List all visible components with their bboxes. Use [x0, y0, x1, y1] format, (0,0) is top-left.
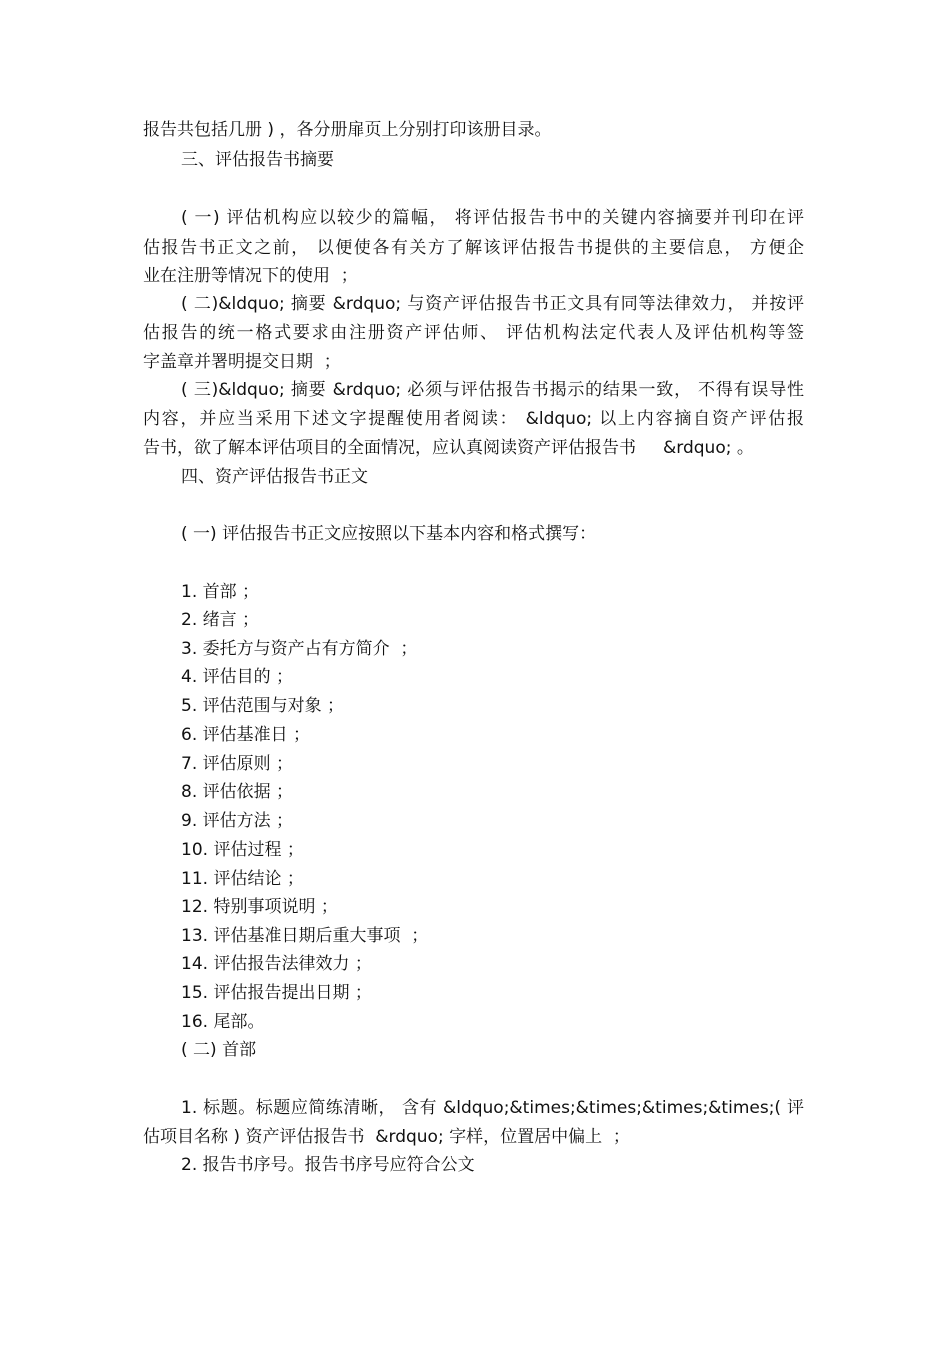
section-heading: 三、评估报告书摘要 — [181, 150, 334, 170]
list-item: 4. 评估目的 ； — [181, 667, 294, 687]
text-line: 字盖章并署明提交日期 ； — [143, 352, 341, 372]
list-item: 6. 评估基准日 ； — [181, 725, 311, 745]
section-heading: 四、资产评估报告书正文 — [181, 467, 368, 487]
list-item: 11. 评估结论 ； — [181, 869, 304, 889]
text-line: ( 三)&ldquo; 摘要 &rdquo; 必须与评估报告书揭示的结果一致， 不得有误导性 — [181, 380, 804, 400]
text-line: 业在注册等情况下的使用 ； — [143, 266, 358, 286]
list-item: 7. 评估原则 ； — [181, 754, 294, 774]
list-item: 8. 评估依据 ； — [181, 782, 294, 802]
list-item: 12. 特别事项说明 ； — [181, 897, 338, 917]
list-item: 3. 委托方与资产占有方简介 ； — [181, 639, 418, 659]
text-line: 2. 报告书序号。报告书序号应符合公文 — [181, 1155, 475, 1175]
text-line: 估报告的统一格式要求由注册资产评估师、 评估机构法定代表人及评估机构等签 — [143, 323, 804, 343]
list-item: 5. 评估范围与对象 ； — [181, 696, 345, 716]
list-item: 2. 绪言 ； — [181, 610, 260, 630]
list-item: 9. 评估方法 ； — [181, 811, 294, 831]
list-item: 14. 评估报告法律效力 ； — [181, 954, 372, 974]
text-line: 告书，欲了解本评估项目的全面情况，应认真阅读资产评估报告书 &rdquo; 。 — [143, 438, 754, 458]
text-line: 1. 标题。标题应简练清晰， 含有 &ldquo;&times;&times;&times;&times;( 评 — [181, 1098, 804, 1118]
text-line: ( 一) 评估机构应以较少的篇幅， 将评估报告书中的关键内容摘要并刊印在评 — [181, 208, 804, 228]
list-item: 13. 评估基准日期后重大事项 ； — [181, 926, 429, 946]
list-item: 1. 首部 ； — [181, 582, 260, 602]
section-heading: ( 二) 首部 — [181, 1040, 257, 1060]
text-line: ( 一) 评估报告书正文应按照以下基本内容和格式撰写： — [181, 524, 597, 544]
list-item: 10. 评估过程 ； — [181, 840, 304, 860]
list-item: 16. 尾部。 — [181, 1012, 265, 1032]
text-line: 估报告书正文之前， 以便使各有关方了解该评估报告书提供的主要信息， 方便企 — [143, 238, 804, 258]
text-line: 报告共包括几册 ) ，各分册扉页上分别打印该册目录。 — [143, 120, 552, 140]
text-line: 估项目名称 ) 资产评估报告书 &rdquo; 字样，位置居中偏上 ； — [143, 1127, 630, 1147]
list-item: 15. 评估报告提出日期 ； — [181, 983, 372, 1003]
text-line: ( 二)&ldquo; 摘要 &rdquo; 与资产评估报告书正文具有同等法律效力， 并按评 — [181, 294, 804, 314]
text-line: 内容，并应当采用下述文字提醒使用者阅读： &ldquo; 以上内容摘自资产评估报 — [143, 409, 804, 429]
